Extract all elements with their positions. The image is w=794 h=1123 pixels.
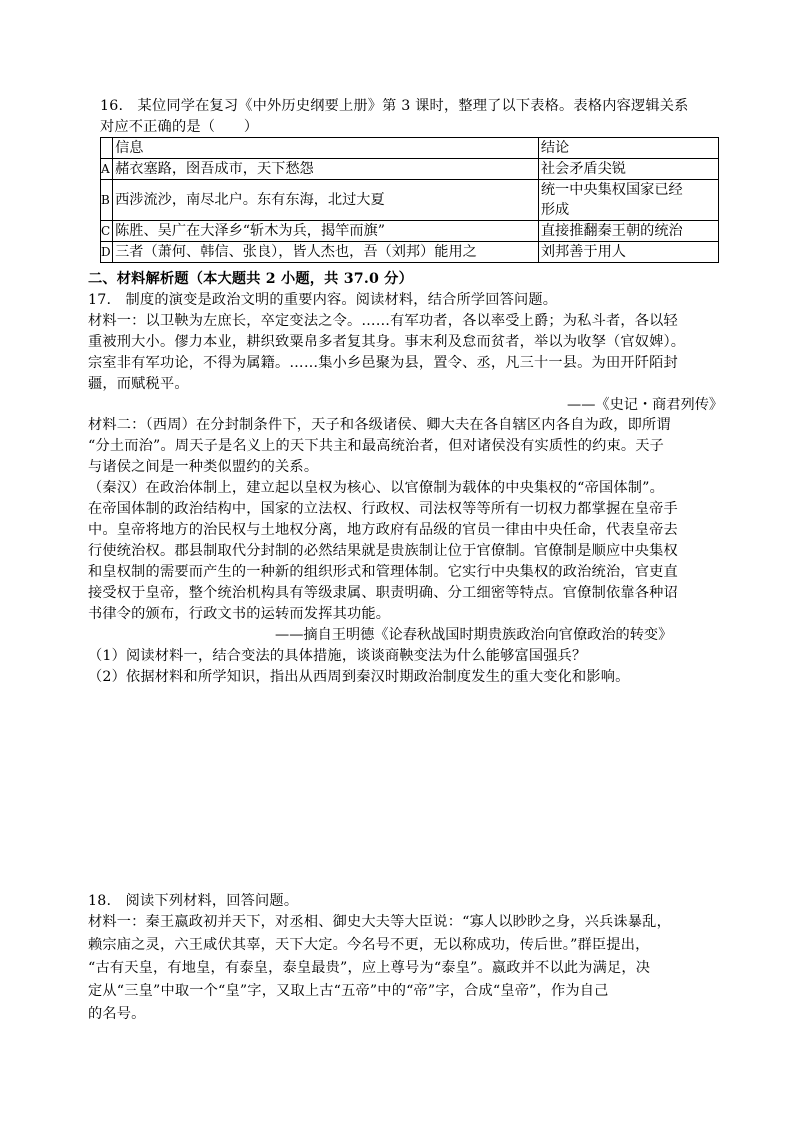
q18-material1-line: “古有天皇，有地皇，有泰皇，泰皇最贵”，应上尊号为“泰皇”。嬴政并不以此为满足，决 (88, 960, 651, 976)
option-letter: B (101, 180, 113, 221)
row-info: 赭衣塞路，囹吾成市，天下愁怨 (113, 159, 539, 180)
q18-material1-line: 定从“三皇”中取一个“皇”字，又取上古“五帝”中的“帝”字，合成“皇帝”，作为自己 (88, 983, 609, 999)
q17-material2-line: 行使统治权。郡县制取代分封制的必然结果就是贵族制让位于官僚制。官僚制是顺应中央集权 (88, 543, 678, 559)
table-row (101, 242, 719, 263)
row-info: 西涉流沙，南尽北户。东有东海，北过大夏 (113, 180, 539, 221)
option-letter: C (101, 221, 113, 242)
row-info: 三者（萧何、韩信、张良），皆人杰也，吾（刘邦）能用之 (113, 242, 539, 263)
q17-subquestion-1: （1）阅读材料一，结合变法的具体措施，谈谈商鞅变法为什么能够富国强兵？ (88, 648, 587, 664)
row-conclusion-line2: 形成 (540, 202, 570, 218)
q18-material1-line: 的名号。 (88, 1006, 146, 1022)
table-header-conclusion: 结论 (538, 138, 718, 159)
table-header-option (101, 138, 113, 159)
q17-material2-line: 在帝国体制的政治结构中，国家的立法权、行政权、司法权等等所有一切权力都掌握在皇帝手 (88, 501, 678, 517)
option-letter: A (101, 159, 113, 180)
table-header-row (101, 138, 719, 159)
q17-material1-line: 重被刑大小。僇力本业，耕织致粟帛多者复其身。事末利及怠而贫者，举以为收孥（官奴婢）。 (88, 334, 686, 350)
table-row (101, 159, 719, 180)
q17-material2-source: ——摘自王明德《论春秋战国时期贵族政治向官僚政治的转变》 (275, 627, 673, 643)
q17-stem: 17. 制度的演变是政治文明的重要内容。阅读材料，结合所学回答问题。 (88, 292, 558, 308)
q16-stem-line2: 对应不正确的是（ ） (100, 119, 259, 135)
table-row (101, 221, 719, 242)
row-info: 陈胜、吴广在大泽乡“斩木为兵，揭竿而旗” (113, 221, 539, 242)
q17-material1-line: 疆，而赋税平。 (88, 376, 189, 392)
option-letter: D (101, 242, 113, 263)
q17-material1-line: 宗室非有军功论，不得为属籍。……集小乡邑聚为县，置令、丞，凡三十一县。为田开阡陌封 (88, 355, 678, 371)
q17-material2-line: 与诸侯之间是一种类似盟约的关系。 (88, 459, 319, 475)
q18-stem: 18. 阅读下列材料，回答问题。 (88, 893, 299, 909)
q17-subquestion-2: （2）依据材料和所学知识，指出从西周到秦汉时期政治制度发生的重大变化和影响。 (88, 669, 630, 685)
q17-material1-line: 材料一：以卫鞅为左庶长，卒定变法之令。……有军功者，各以率受上爵；为私斗者，各以轻 (88, 313, 678, 329)
q17-material2-line: “分土而治”。周天子是名义上的天下共主和最高统治者，但对诸侯没有实质性的约束。天子 (88, 438, 665, 454)
table-row (101, 180, 719, 221)
row-conclusion (538, 180, 718, 221)
q16-table (100, 137, 719, 263)
q18-material1-line: 赖宗庙之灵，六王咸伏其辜，天下大定。今名号不更，无以称成功，传后世。”群臣提出， (88, 937, 650, 953)
row-conclusion: 社会矛盾尖锐 (538, 159, 718, 180)
section-heading: 二、材料解析题（本大题共 2 小题，共 37.0 分） (88, 271, 413, 287)
q16-stem-line1: 16. 某位同学在复习《中外历史纲要上册》第 3 课时，整理了以下表格。表格内容逻辑关系 (100, 98, 689, 114)
q17-material2-line: 接受权于皇帝，整个统治机构具有等级隶属、职责明确、分工细密等特点。官僚制依靠各种诏 (88, 585, 678, 601)
row-conclusion: 刘邦善于用人 (538, 242, 718, 263)
table-header-info: 信息 (113, 138, 539, 159)
q17-material2-line: 书律令的颁布，行政文书的运转而发挥其功能。 (88, 606, 391, 622)
q17-material2-line: 和皇权制的需要而产生的一种新的组织形式和管理体制。它实行中央集权的政治统治，官吏直 (88, 564, 678, 580)
q17-material1-source: ——《史记・商君列传》 (567, 397, 724, 413)
q17-material2-line: 材料二：（西周）在分封制条件下，天子和各级诸侯、卿大夫在各自辖区内各自为政，即所谓 (88, 417, 671, 433)
row-conclusion-line1: 统一中央集权国家已经 (540, 182, 683, 198)
row-conclusion: 直接推翻秦王朝的统治 (538, 221, 718, 242)
q17-material2-line: （秦汉）在政治体制上，建立起以皇权为核心、以官僚制为载体的中央集权的“帝国体制”。 (88, 480, 665, 496)
q18-material1-line: 材料一：秦王嬴政初并天下，对丞相、御史大夫等大臣说：“寡人以眇眇之身，兴兵诛暴乱， (88, 914, 671, 930)
q17-material2-line: 中。皇帝将地方的治民权与土地权分离，地方政府有品级的官员一律由中央任命，代表皇帝去 (88, 522, 678, 538)
